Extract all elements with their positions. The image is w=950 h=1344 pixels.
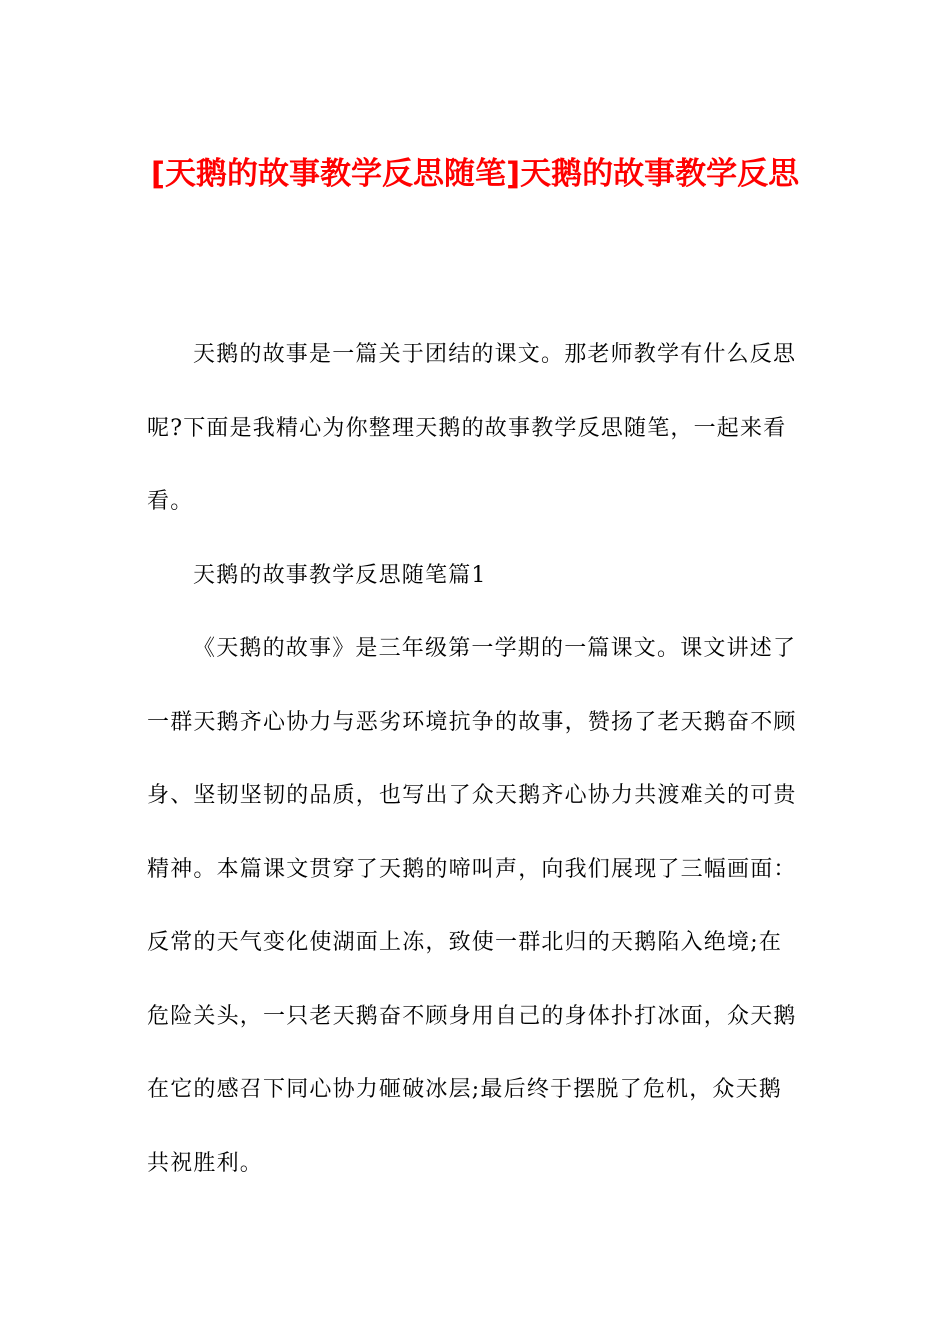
body-paragraph: 《天鹅的故事》是三年级第一学期的一篇课文。课文讲述了一群天鹅齐心协力与恶劣环境抗争的故事，赞扬了老天鹅奋不顾身、坚韧坚韧的品质，也写出了众天鹅齐心协力共渡难关的可贵精神。本篇课文贯穿了天鹅的啼叫声，向我们展现了三幅画面：反常的天气变化使湖面上冻，致使一群北归的天鹅陷入绝境;在危险关头，一只老天鹅奋不顾身用自己的身体扑打冰面，众天鹅在它的感召下同心协力砸破冰层;最后终于摆脱了危机，众天鹅共祝胜利。 [147,636,797,1176]
document-title: [天鹅的故事教学反思随笔]天鹅的故事教学反思 [150,156,800,192]
section-heading: 天鹅的故事教学反思随笔篇1 [193,562,487,588]
document-body [147,318,805,1200]
intro-paragraph: 天鹅的故事是一篇关于团结的课文。那老师教学有什么反思呢?下面是我精心为你整理天鹅的故事教学反思随笔，一起来看看。 [147,342,797,514]
